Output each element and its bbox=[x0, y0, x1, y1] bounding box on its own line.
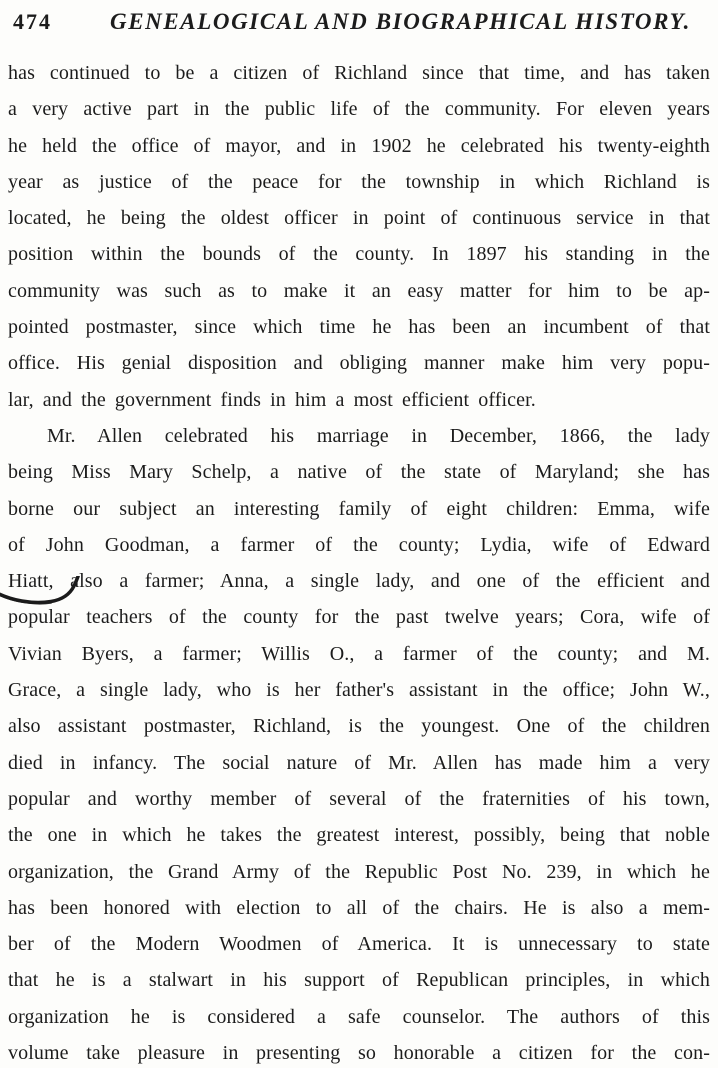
text-line: Hiatt, also a farmer; Anna, a single lady, and one of the efficient and bbox=[8, 570, 710, 593]
paragraph bbox=[8, 55, 710, 418]
text-line: borne our subject an interesting family of eight children: Emma, wife bbox=[8, 497, 710, 520]
text-line: that he is a stalwart in his support of Republican principles, in which bbox=[8, 969, 710, 992]
text-line: has continued to be a citizen of Richland since that time, and has taken bbox=[8, 62, 710, 84]
text-line: died in infancy. The social nature of Mr. Allen has made him a very bbox=[8, 751, 710, 774]
text-line: lar, and the government finds in him a most efficient officer. bbox=[8, 388, 536, 411]
text-line: pointed postmaster, since which time he has been an incumbent of that bbox=[8, 316, 710, 339]
text-line: ber of the Modern Woodmen of America. It is unnecessary to state bbox=[8, 933, 710, 956]
paragraph bbox=[8, 418, 710, 1068]
text-line: community was such as to make it an easy matter for him to be ap- bbox=[8, 279, 710, 302]
text-line: also assistant postmaster, Richland, is the youngest. One of the children bbox=[8, 715, 710, 738]
text-line: being Miss Mary Schelp, a native of the state of Maryland; she has bbox=[8, 461, 710, 484]
text-line: organization he is considered a safe counselor. The authors of this bbox=[8, 1005, 710, 1028]
text-line: volume take pleasure in presenting so honorable a citizen for the con- bbox=[8, 1042, 710, 1065]
body-text bbox=[8, 55, 710, 1068]
text-line: Grace, a single lady, who is her father's assistant in the office; John W., bbox=[8, 679, 710, 702]
running-head bbox=[13, 9, 710, 35]
text-line: the one in which he takes the greatest interest, possibly, being that noble bbox=[8, 824, 710, 847]
text-line: of John Goodman, a farmer of the county; Lydia, wife of Edward bbox=[8, 533, 710, 556]
text-line: he held the office of mayor, and in 1902 he celebrated his twenty-eighth bbox=[8, 134, 710, 157]
text-line: Vivian Byers, a farmer; Willis O., a farmer of the county; and M. bbox=[8, 642, 710, 665]
text-line: a very active part in the public life of the community. For eleven years bbox=[8, 98, 710, 121]
text-line: year as justice of the peace for the township in which Richland is bbox=[8, 170, 710, 193]
text-line: position within the bounds of the county. In 1897 his standing in the bbox=[8, 243, 710, 266]
page-title: GENEALOGICAL AND BIOGRAPHICAL HISTORY. bbox=[110, 9, 691, 34]
text-line: Mr. Allen celebrated his marriage in December, 1866, the lady bbox=[47, 424, 710, 447]
text-line: popular and worthy member of several of the fraternities of his town, bbox=[8, 787, 710, 810]
text-line: located, he being the oldest officer in point of continuous service in that bbox=[8, 207, 710, 230]
page-number: 474 bbox=[13, 9, 52, 34]
text-line: has been honored with election to all of the chairs. He is also a mem- bbox=[8, 896, 710, 919]
text-line: office. His genial disposition and obliging manner make him very popu- bbox=[8, 352, 710, 375]
text-line: organization, the Grand Army of the Republic Post No. 239, in which he bbox=[8, 860, 710, 883]
text-line: popular teachers of the county for the past twelve years; Cora, wife of bbox=[8, 606, 710, 629]
